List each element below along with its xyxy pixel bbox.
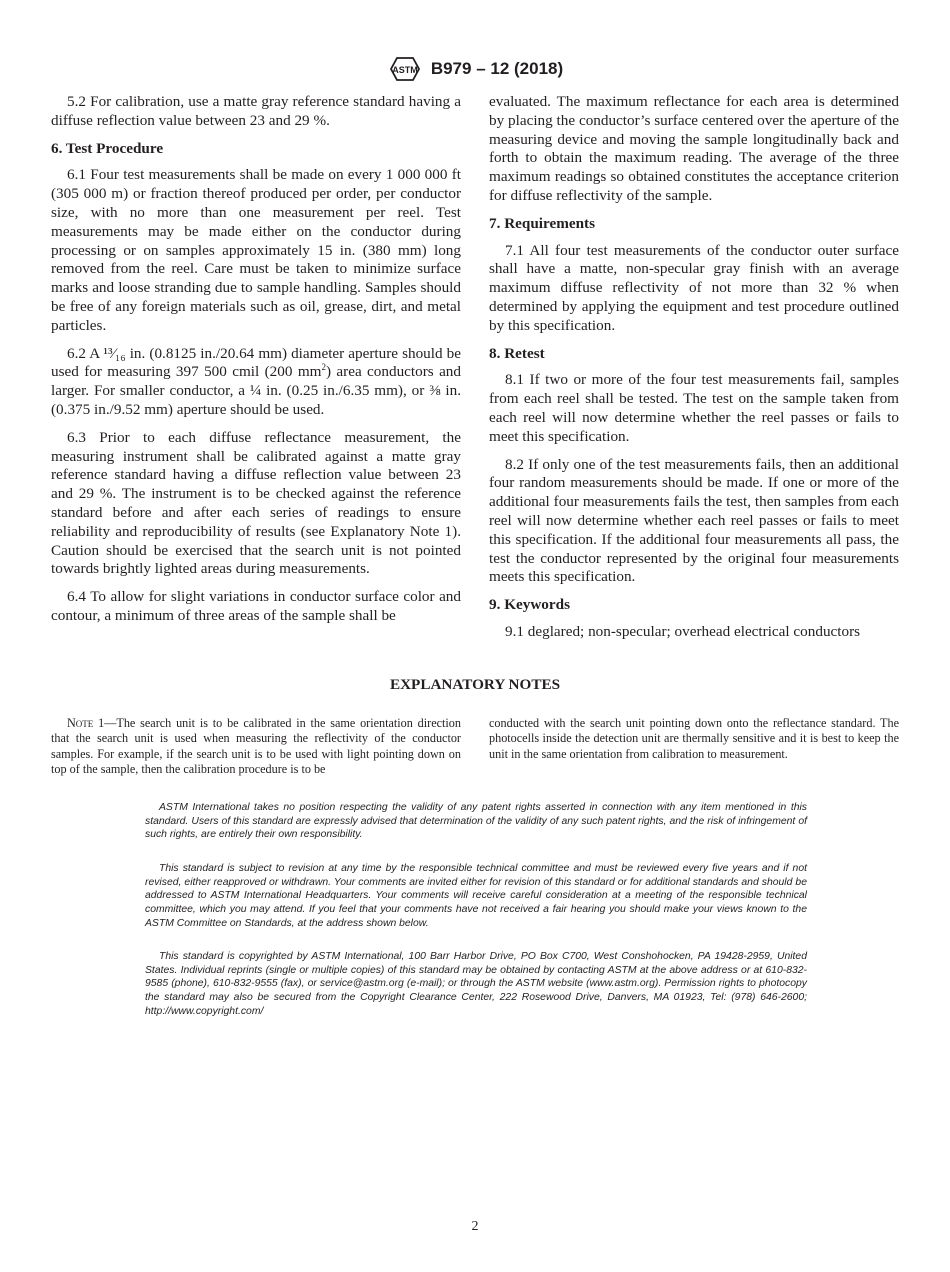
astm-logo-icon bbox=[387, 54, 423, 84]
document-id: B979 – 12 (2018) bbox=[430, 59, 564, 78]
revision-notice: This standard is subject to revision at any time by the responsible technical committee and must be reviewed every five years and if not revised, either reapproved or withdrawn. Your comments are invited either for revision of this standard or for additional standards and should be addressed to ASTM International Headquarters. Your comments will receive careful consideration at a meeting of the responsible technical committee, which you may attend. If you feel that your comments have not received a fair hearing you should make your views known to the ASTM Committee on Standards, at the address shown below. bbox=[145, 863, 807, 929]
section-6-heading: 6. Test Procedure bbox=[51, 139, 164, 157]
explanatory-notes-title: EXPLANATORY NOTES bbox=[389, 676, 561, 693]
section-6-4: 6.4 To allow for slight variations in conductor surface color and contour, a minimum of three areas of the sample shall be bbox=[51, 588, 461, 624]
note-label: Note 1 bbox=[67, 716, 105, 730]
section-6-3: 6.3 Prior to each diffuse reflectance measurement, the measuring instrument shall be calibrated against a matte gray reference standard having a diffuse reflection value between 23 and 29 %. The instrument is to be checked against the reference standard before and after each series of readings to ensure reliability and reproducibility of results (see Explanatory Note 1). Caution should be exercised that the search unit is not pointed towards brightly lighted areas during measurements. bbox=[51, 428, 461, 578]
copyright-notice: This standard is copyrighted by ASTM International, 100 Barr Harbor Drive, PO Box C700, West Conshohocken, PA 19428-2959, United States. Individual reprints (single or multiple copies) of this standard may be obtained by contacting ASTM at the above address or at 610-832-9585 (phone), 610-832-9555 (fax), or service@astm.org (e-mail); or through the ASTM website (www.astm.org). Permission rights to photocopy the standard may also be secured from the Copyright Clearance Center, 222 Rosewood Drive, Danvers, MA 01923, Tel: (978) 646-2600; http://www.copyright.com/ bbox=[145, 951, 807, 1017]
left-column bbox=[51, 93, 461, 635]
page-header bbox=[0, 53, 950, 85]
section-6-2-text-b: ) area conductors and larger. For smaller conductor, a ¼ in. (0.25 in./6.35 mm), or ⅜ in. (0.375 in./9.52 mm) aperture should be used. bbox=[51, 363, 461, 418]
explanatory-note-1 bbox=[51, 716, 461, 777]
section-8-1: 8.1 If two or more of the four test measurements fail, samples from each reel shall be tested. The test on the sample taken from each reel will now determine whether the reel passes or fails to meet this specification. bbox=[489, 371, 899, 445]
section-8-2: 8.2 If only one of the test measurements fails, then an additional four random measurements should be made. If one or more of the additional four measurements fails the test, then samples from each reel will now determine whether each reel passes or fails to meet this specification. If the additional four measurements all pass, the test the conductor represented by the original four measurements meets this specification. bbox=[489, 455, 899, 586]
section-8-heading: 8. Retest bbox=[489, 344, 545, 362]
superscript: 2 bbox=[321, 362, 326, 373]
page-number: 2 bbox=[471, 1219, 479, 1234]
right-column bbox=[489, 93, 899, 651]
section-7-1: 7.1 All four test measurements of the conductor outer surface shall have a matte, non-specular gray finish with an average maximum diffuse reflectivity of not more than 32 % when determined by applying the equipment and test procedure outlined by this specification. bbox=[489, 241, 899, 334]
section-6-2-text-a: 6.2 A ¹³⁄₁₆ in. (0.8125 in./20.64 mm) diameter aperture should be used for measuring 397 500 cmil (200 mm bbox=[51, 344, 461, 381]
section-6-4-continued: evaluated. The maximum reflectance for each area is determined by placing the conductor’s surface centered over the aperture of the measuring device and moving the sample longitudinally back and forth to obtain the maximum reading. The average of the three maximum readings so obtained constitutes the acceptance criterion for diffuse reflectivity of the sample. bbox=[489, 93, 899, 204]
section-7-heading: 7. Requirements bbox=[489, 214, 596, 232]
explanatory-note-1-continued: conducted with the search unit pointing down onto the reflectance standard. The photocells inside the detection unit are thermally sensitive and it is best to keep the unit in the same orientation from calibration to measurement. bbox=[489, 716, 899, 761]
section-9-heading: 9. Keywords bbox=[489, 596, 570, 614]
section-6-2 bbox=[51, 345, 461, 420]
section-6-1: 6.1 Four test measurements shall be made on every 1 000 000 ft (305 000 m) or fraction thereof produced per order, per conductor size, with no more than one measurement per reel. Test measurements may be made either on the conductor during processing or on samples approximately 15 in. (380 mm) long removed from the reel. Care must be taken to minimize surface marks and loose stranding due to sample handling. Samples should be free of any foreign materials such as oil, grease, dirt, and metal particles. bbox=[51, 166, 461, 334]
patent-disclaimer: ASTM International takes no position respecting the validity of any patent rights asserted in connection with any item mentioned in this standard. Users of this standard are expressly advised that determination of the validity of any such patent rights, and the risk of infringement of such rights, are entirely their own responsibility. bbox=[145, 802, 807, 841]
astm-logo-text: ASTM bbox=[392, 65, 418, 75]
section-9-1: 9.1 deglared; non-specular; overhead electrical conductors bbox=[505, 622, 861, 640]
section-5-2: 5.2 For calibration, use a matte gray reference standard having a diffuse reflection value between 23 and 29 %. bbox=[51, 93, 461, 129]
note-text-left: —The search unit is to be calibrated in the same orientation direction that the search unit is used when measuring the reflectivity of the conductor samples. For example, if the search unit is to be used with light pointing down on top of the sample, then the calibration procedure is to be bbox=[51, 716, 461, 776]
